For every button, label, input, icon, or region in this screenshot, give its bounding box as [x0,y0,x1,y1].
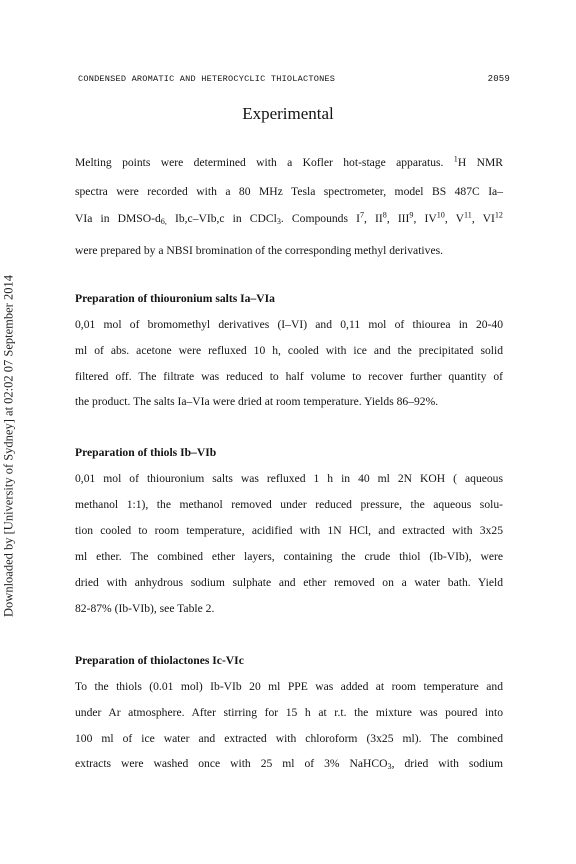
sec3-line-1: To the thiols (0.01 mol) Ib-VIb 20 ml PPE was added at room temperature and [75,680,503,693]
sec2-line-5: dried with anhydrous sodium sulphate and ether removed on a water bath. Yield [75,576,503,589]
section-title: Experimental [242,104,334,123]
sec1-line-1: 0,01 mol of bromomethyl derivatives (I–VI) and 0,11 mol of thiourea in 20-40 [75,318,503,331]
sec2-line-2: methanol 1:1), the methanol removed under reduced pressure, the aqueous solu- [75,498,503,511]
sec1-line-4: the product. The salts Ia–VIa were dried at room temperature. Yields 86–92%. [75,395,439,408]
intro-line-4: were prepared by a NBSI bromination of the corresponding methyl derivatives. [75,244,443,257]
sec1-line-3: filtered off. The filtrate was reduced to half volume to recover further quantity of [75,370,503,383]
sec3-line-3: 100 ml of ice water and extracted with chloroform (3x25 ml). The combined [75,732,503,745]
intro-line-3: VIa in DMSO-$d_{6,}$ Ib,c–VIb,c in CDCl$_3$. Compounds $I^7$, $II^8$, III$^9$, IV$^{10}$, $V^{11}$, VI$^{12}$ [75,210,503,227]
sec2-line-4: ml ether. The combined ether layers, containing the crude thiol (Ib-VIb), were [75,550,503,563]
sec3-line-2: under Ar atmosphere. After stirring for 15 h at r.t. the mixture was poured into [75,706,503,719]
download-watermark-text: Downloaded by [University of Sydney] at 02:02 07 September 2014 [1,275,16,617]
intro-line-1: Melting points were determined with a Kofler hot-stage apparatus. $^1$H NMR [75,154,504,169]
sec2-line-1: 0,01 mol of thiouronium salts was refluxed 1 h in 40 ml 2N KOH ( aqueous [75,472,503,485]
section-heading-thiolactones: Preparation of thiolactones Ic-VIc [75,654,244,667]
download-watermark [2,246,16,646]
sec1-line-2: ml of abs. acetone were refluxed 10 h, cooled with ice and the precipitated solid [75,344,503,357]
sec3-line-4: extracts were washed once with 25 ml of 3% NaHCO$_3$, dried with sodium [75,757,504,772]
sec2-line-6: 82-87% (Ib-VIb), see Table 2. [75,602,215,615]
section-heading-thiouronium: Preparation of thiouronium salts Ia–VIa [75,292,275,305]
sec2-line-3: tion cooled to room temperature, acidified with 1N HCl, and extracted with 3x25 [75,524,503,537]
section-heading-thiols: Preparation of thiols Ib–VIb [75,446,217,459]
running-head-title: CONDENSED AROMATIC AND HETEROCYCLIC THIOLACTONES [78,74,336,84]
intro-line-2: spectra were recorded with a 80 MHz Tesla spectrometer, model BS 487C Ia– [75,185,503,198]
page-number: 2059 [487,74,510,84]
